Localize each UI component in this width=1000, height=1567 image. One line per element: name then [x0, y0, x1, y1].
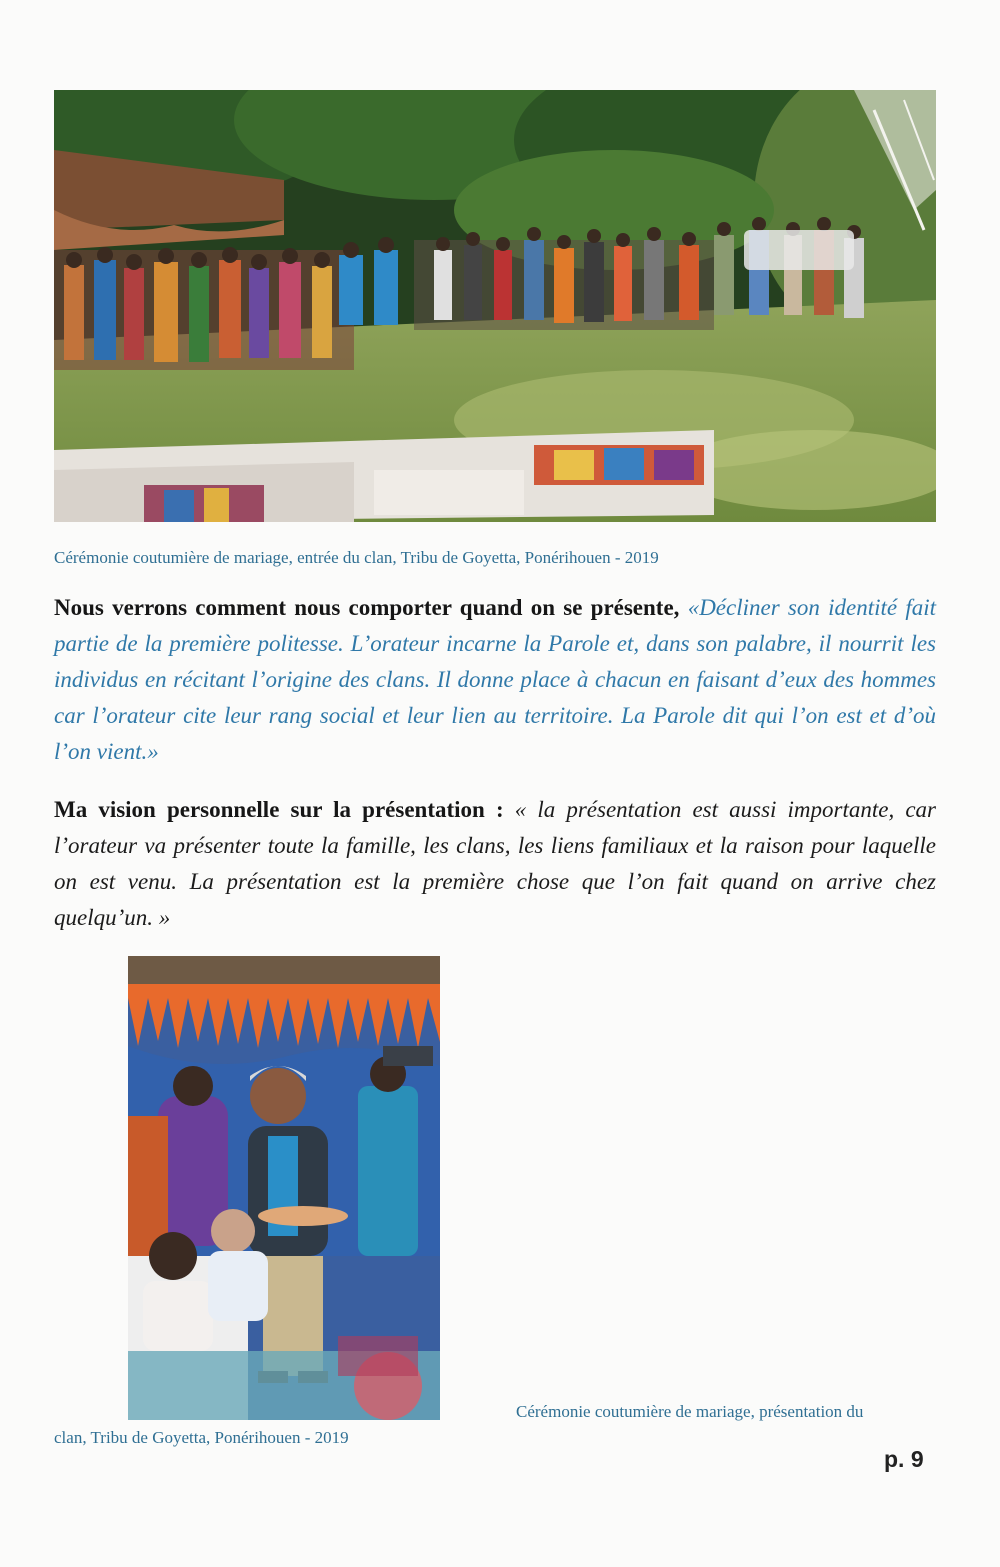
paragraph-lead: Ma vision personnelle sur la présentation : — [54, 797, 504, 822]
ceremony-entrance-photo — [54, 90, 936, 522]
bottom-photo-caption-line2: clan, Tribu de Goyetta, Ponérihouen - 2019 — [54, 1428, 349, 1447]
top-photo-caption: Cérémonie coutumière de mariage, entrée du clan, Tribu de Goyetta, Ponérihouen - 2019 — [54, 548, 659, 567]
bleed-through-text — [470, 1020, 474, 1056]
clan-presentation-photo — [128, 956, 440, 1420]
page-number: p. 9 — [884, 1446, 924, 1472]
paragraph-quote: « la présentation est aussi importante, car l’orateur va présenter toute la famille, les clans, les liens familiaux et la raison pour laquelle on est venu. La présentation est la première chose que l’on fait quand on arrive chez quelqu’un. » — [54, 797, 936, 930]
paragraph-lead: Nous verrons comment nous comporter quand on se présente, — [54, 595, 680, 620]
paragraph-quote: «Décliner son identité fait partie de la première politesse. L’orateur incarne la Parole et, dans son palabre, il nourrit les individus en récitant l’origine des clans. Il donne place à chacun en faisant d’eux des hommes car l’orateur cite leur rang social et leur lien au territoire. La Parole dit qui l’on est et d’où l’on vient.» — [54, 595, 936, 764]
paragraph-personal-vision — [54, 792, 936, 936]
bottom-photo-caption-line1: Cérémonie coutumière de mariage, présentation du — [516, 1402, 864, 1421]
paragraph-presentation — [54, 590, 936, 770]
